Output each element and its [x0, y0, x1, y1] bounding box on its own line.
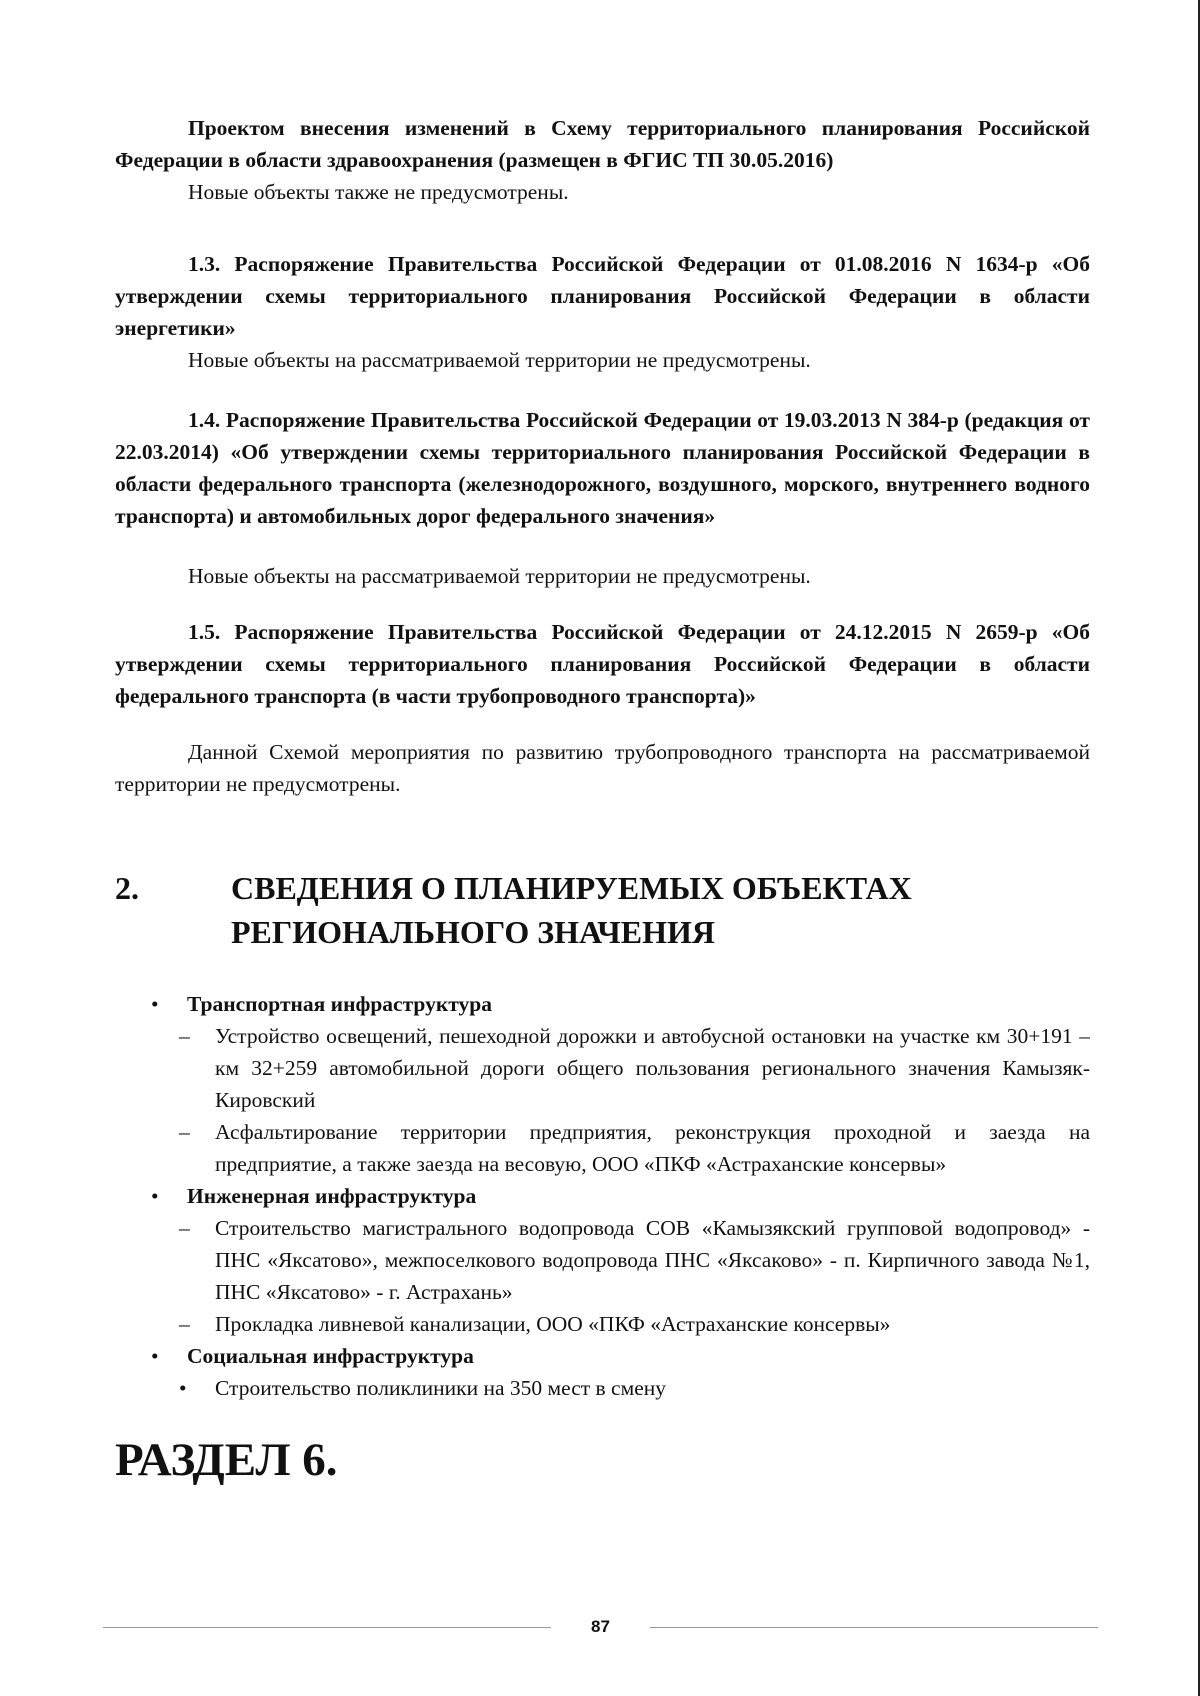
page-footer — [103, 1612, 1098, 1642]
dash-icon: – — [179, 1120, 190, 1144]
page-content — [115, 112, 1090, 1490]
dash-icon: – — [179, 1216, 190, 1240]
project-changes-text: Новые объекты также не предусмотрены. — [188, 180, 569, 204]
dash-icon: – — [179, 1024, 190, 1048]
section-2-title-line1: СВЕДЕНИЯ О ПЛАНИРУЕМЫХ ОБЪЕКТАХ — [231, 870, 912, 906]
section-1-3-heading: 1.3. Распоряжение Правительства Российской Федерации от 01.08.2016 N 1634-р «Об утверждении схемы территориального планирования Российской Федерации в области энергетики» — [115, 252, 1090, 340]
bullet-icon: • — [151, 1184, 159, 1208]
list-item: • Строительство поликлиники на 350 мест в смену — [185, 1372, 1090, 1404]
planned-objects-list — [115, 988, 1090, 1404]
section-2-heading — [115, 866, 1090, 954]
section-1-5-heading: 1.5. Распоряжение Правительства Российской Федерации от 24.12.2015 N 2659-р «Об утверждении схемы территориального планирования Российской Федерации в области федерального транспорта (в части трубопроводного транспорта)» — [115, 620, 1090, 708]
project-changes-heading: Проектом внесения изменений в Схему территориального планирования Российской Федерации в области здравоохранения (размещен в ФГИС ТП 30.05.2016) — [115, 116, 1090, 172]
section-2-number: 2. — [115, 870, 139, 906]
dash-icon: – — [179, 1312, 190, 1336]
group-transport — [115, 988, 1090, 1180]
group-title: Социальная инфраструктура — [187, 1344, 474, 1368]
group-title: Транспортная инфраструктура — [187, 992, 492, 1016]
group-title: Инженерная инфраструктура — [187, 1184, 477, 1208]
section-1-4-text: Новые объекты на рассматриваемой территории не предусмотрены. — [188, 564, 811, 588]
section-6-title: РАЗДЕЛ 6. — [115, 1434, 338, 1486]
list-item: – Асфальтирование территории предприятия, реконструкция проходной и заезда на предприятие, а также заезда на весовую, ООО «ПКФ «Астраханские консервы» — [185, 1116, 1090, 1180]
group-engineering — [115, 1180, 1090, 1340]
bullet-icon: • — [151, 992, 159, 1016]
group-social — [115, 1340, 1090, 1404]
list-item: – Устройство освещений, пешеходной дорожки и автобусной остановки на участке км 30+191 – км 32+259 автомобильной дороги общего пользования регионального значения Камызяк-Кировский — [185, 1020, 1090, 1116]
section-1-3-text: Новые объекты на рассматриваемой территории не предусмотрены. — [188, 348, 811, 372]
list-item: – Строительство магистрального водопровода СОВ «Камызякский групповой водопровод» - ПНС «Яксатово», межпоселкового водопровода ПНС «Яксаково» - п. Кирпичного завода №1, ПНС «Яксатово» - г. Астрахань» — [185, 1212, 1090, 1308]
list-item: – Прокладка ливневой канализации, ООО «ПКФ «Астраханские консервы» — [185, 1308, 1090, 1340]
footer-divider-right — [650, 1627, 1098, 1628]
section-1-4-heading: 1.4. Распоряжение Правительства Российской Федерации от 19.03.2013 N 384-р (редакция от 22.03.2014) «Об утверждении схемы территориального планирования Российской Федерации в области федерального транспорта (железнодорожного, воздушного, морского, внутреннего водного транспорта) и автомобильных дорог федерального значения» — [115, 408, 1090, 528]
page-number: 87 — [591, 1617, 610, 1636]
bullet-icon: • — [179, 1376, 187, 1400]
bullet-icon: • — [151, 1344, 159, 1368]
section-1-5-text: Данной Схемой мероприятия по развитию трубопроводного транспорта на рассматриваемой территории не предусмотрены. — [115, 740, 1090, 796]
section-2-title-line2: РЕГИОНАЛЬНОГО ЗНАЧЕНИЯ — [231, 914, 716, 950]
